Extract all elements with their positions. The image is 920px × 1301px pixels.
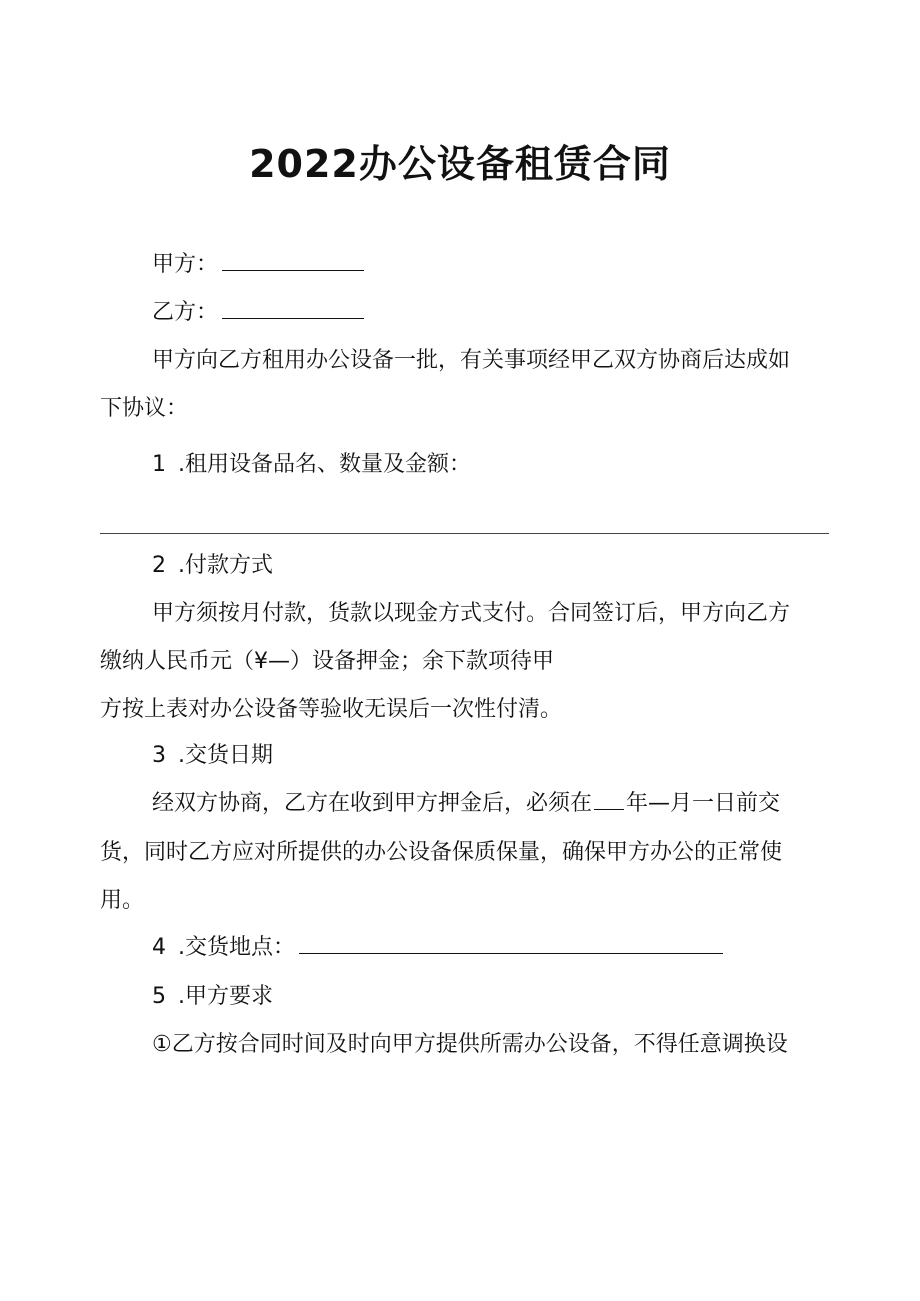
section-5-heading [152,982,273,1012]
delivery-year-blank [594,789,624,810]
section-1-number: 1 [152,452,166,477]
section-2-title: .付款方式 [178,553,273,578]
section-2-heading [152,551,273,581]
section-3-heading [152,741,273,771]
section-5-title: .甲方要求 [178,984,273,1009]
intro-line-1: 甲方向乙方租用办公设备一批，有关事项经甲乙双方协商后达成如 [152,348,791,373]
party-a-label: 甲方： [152,252,219,277]
section-3-line-1-a: 经双方协商，乙方在收到甲方押金后，必须在 [152,791,593,816]
section-3-number: 3 [152,743,166,768]
section-5-number: 5 [152,984,166,1009]
delivery-location-blank [299,933,723,954]
section-3-line-3: 用。 [100,888,145,913]
section-3-title: .交货日期 [178,743,273,768]
party-a-line [152,250,364,280]
section-3-line-1 [152,789,780,819]
section-1-divider [100,533,829,534]
document-title: 2022办公设备租赁合同 [249,142,671,186]
party-b-blank [222,298,364,319]
section-3-line-1-b: 年—月一日前交 [626,791,781,816]
intro-line-2: 下协议： [100,396,189,421]
party-b-line [152,298,364,328]
section-5-line-1: ①乙方按合同时间及时向甲方提供所需办公设备，不得任意调换设 [152,1032,788,1057]
party-b-label: 乙方： [152,300,219,325]
section-4-number: 4 [152,935,166,960]
section-2-line-1: 甲方须按月付款，货款以现金方式支付。合同签订后，甲方向乙方 [152,601,791,626]
section-1-heading [152,450,471,480]
section-4-title: .交货地点： [178,935,295,960]
section-3-line-2: 货，同时乙方应对所提供的办公设备保质保量，确保甲方办公的正常使 [100,840,783,865]
section-4-heading [152,933,723,963]
section-1-title: .租用设备品名、数量及金额： [178,452,471,477]
section-2-line-2: 缴纳人民币元（¥—）设备押金；余下款项待甲 [100,649,554,674]
section-2-number: 2 [152,553,166,578]
party-a-blank [222,250,364,271]
section-2-line-3: 方按上表对办公设备等验收无误后一次性付清。 [100,697,563,722]
